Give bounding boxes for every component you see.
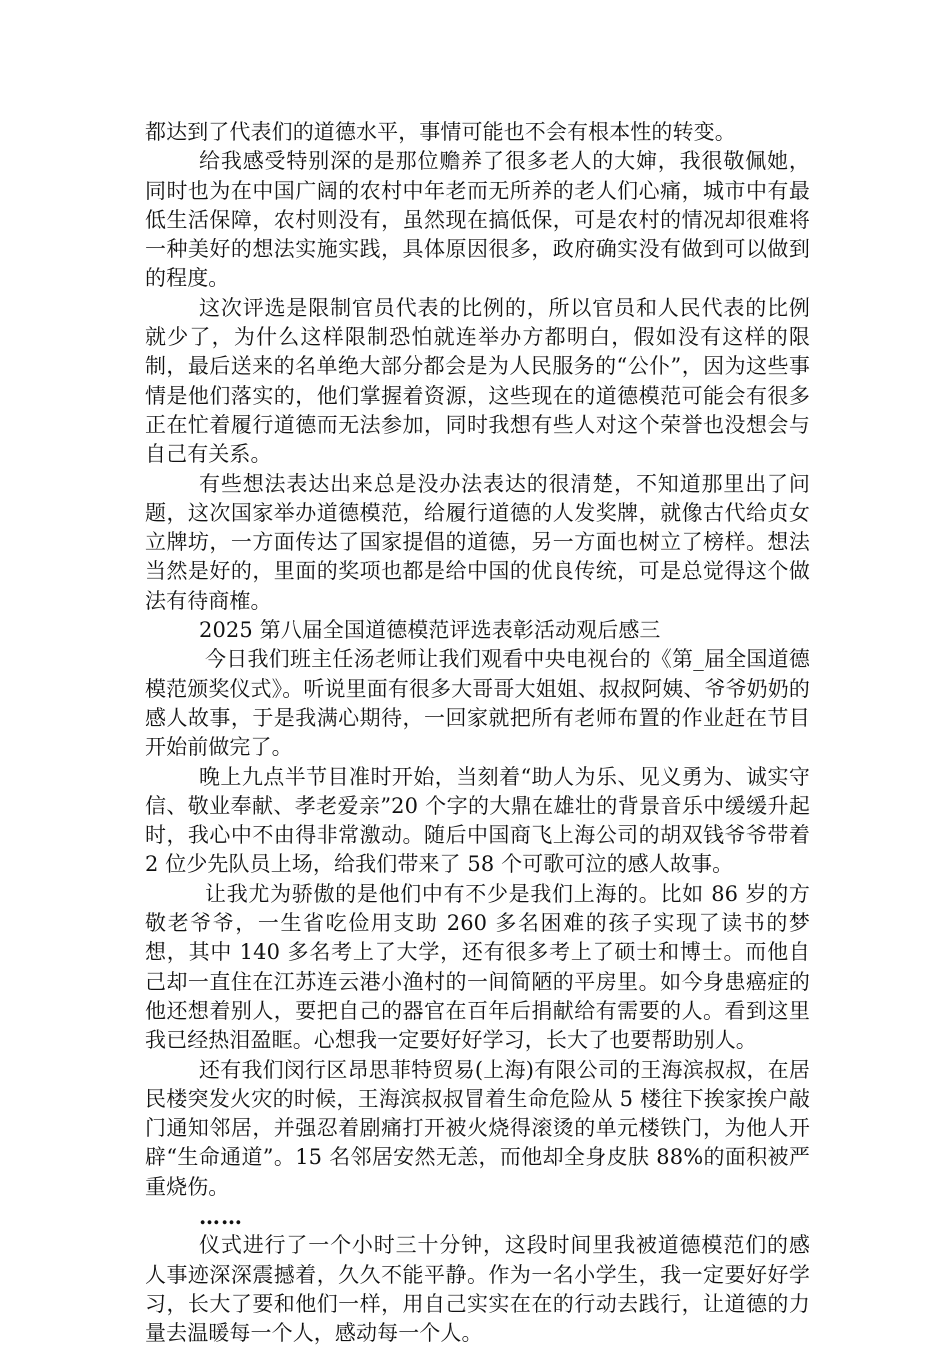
section-title: 2025 第八届全国道德模范评选表彰活动观后感三 xyxy=(199,618,661,643)
paragraph-8: 还有我们闵行区昂思菲特贸易(上海)有限公司的王海滨叔叔，在居民楼突发火灾的时候，王海滨叔叔冒着生命危险从 5 楼往下挨家挨户敲门通知邻居，并强忍着剧痛打开被火烧得滚烫的单元楼铁门，为他人开辟“生命通道”。15 名邻居安然无恙，而他却全身皮肤 88%的面积被严重烧伤。 xyxy=(145,1057,810,1199)
paragraph-5: 今日我们班主任汤老师让我们观看中央电视台的《第_届全国道德模范颁奖仪式》。听说里面有很多大哥哥大姐姐、叔叔阿姨、爷爷奶奶的感人故事，于是我满心期待，一回家就把所有老师布置的作业赶在节目开始前做完了。 xyxy=(145,647,810,760)
document-body xyxy=(145,118,810,1348)
paragraph-7: 让我尤为骄傲的是他们中有不少是我们上海的。比如 86 岁的方敬老爷爷，一生省吃俭用支助 260 多名困难的孩子实现了读书的梦想，其中 140 多名考上了大学，还有很多考上了硕士和博士。而他自己却一直住在江苏连云港小渔村的一间简陋的平房里。如今身患癌症的他还想着别人，要把自己的器官在百年后捐献给有需要的人。看到这里我已经热泪盈眶。心想我一定要好好学习，长大了也要帮助别人。 xyxy=(145,881,810,1053)
paragraph-3: 这次评选是限制官员代表的比例的，所以官员和人民代表的比例就少了，为什么这样限制恐怕就连举办方都明白，假如没有这样的限制，最后送来的名单绝大部分都会是为人民服务的“公仆”，因为这些事情是他们落实的，他们掌握着资源，这些现在的道德模范可能会有很多正在忙着履行道德而无法参加，同时我想有些人对这个荣誉也没想会与自己有关系。 xyxy=(145,295,810,467)
closing-paragraph: 仪式进行了一个小时三十分钟，这段时间里我被道德模范们的感人事迹深深震撼着，久久不能平静。作为一名小学生，我一定要好好学习，长大了要和他们一样，用自己实实在在的行动去践行，让道德的力量去温暖每一个人，感动每一个人。 xyxy=(145,1233,810,1346)
paragraph-2: 给我感受特别深的是那位赡养了很多老人的大婶，我很敬佩她，同时也为在中国广阔的农村中年老而无所养的老人们心痛，城市中有最低生活保障，农村则没有，虽然现在搞低保，可是农村的情况却很难将一种美好的想法实施实践，具体原因很多，政府确实没有做到可以做到的程度。 xyxy=(145,149,810,291)
paragraph-4: 有些想法表达出来总是没办法表达的很清楚，不知道那里出了问题，这次国家举办道德模范，给履行道德的人发奖牌，就像古代给贞女立牌坊，一方面传达了国家提倡的道德，另一方面也树立了榜样。想法当然是好的，里面的奖项也都是给中国的优良传统，可是总觉得这个做法有待商榷。 xyxy=(145,471,810,613)
paragraph-1: 都达到了代表们的道德水平，事情可能也不会有根本性的转变。 xyxy=(145,120,736,144)
paragraph-6: 晚上九点半节目准时开始，当刻着“助人为乐、见义勇为、诚实守信、敬业奉献、孝老爱亲”20 个字的大鼎在雄壮的背景音乐中缓缓升起时，我心中不由得非常激动。随后中国商飞上海公司的胡双钱爷爷带着 2 位少先队员上场，给我们带来了 58 个可歌可泣的感人故事。 xyxy=(145,764,810,877)
ellipsis-separator: …… xyxy=(199,1203,243,1229)
